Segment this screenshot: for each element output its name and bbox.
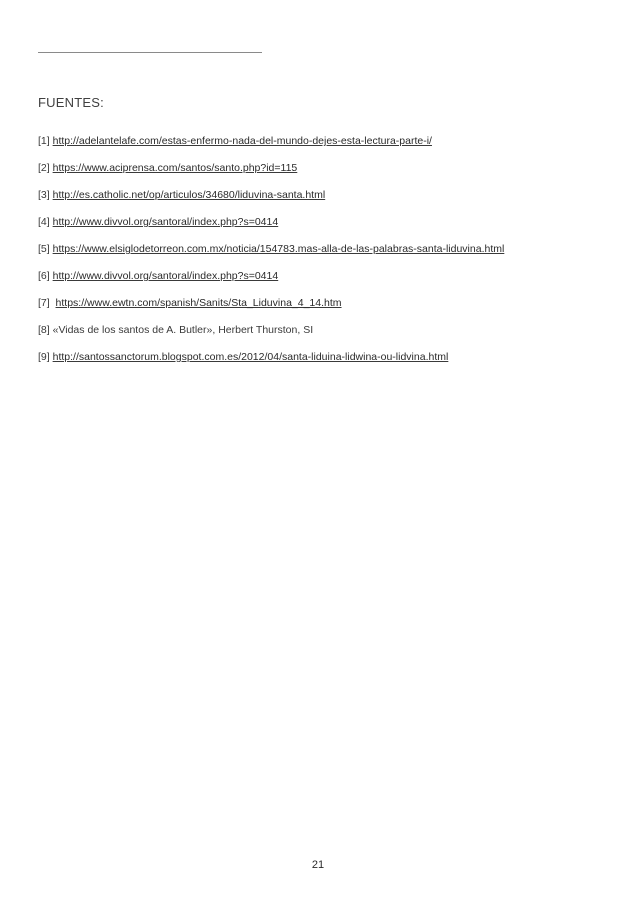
- reference-item: [38, 242, 504, 269]
- reference-number: [4]: [38, 216, 50, 228]
- reference-link[interactable]: https://www.elsiglodetorreon.com.mx/noticia/154783.mas-alla-de-las-palabras-santa-liduvina.html: [52, 243, 505, 255]
- reference-link[interactable]: http://es.catholic.net/op/articulos/34680/liduvina-santa.html: [52, 189, 326, 201]
- reference-link[interactable]: http://adelantelafe.com/estas-enfermo-nada-del-mundo-dejes-esta-lectura-parte-i/: [52, 135, 432, 147]
- reference-link[interactable]: http://www.divvol.org/santoral/index.php?s=0414: [52, 216, 279, 228]
- reference-item: [38, 188, 504, 215]
- reference-item: [38, 215, 504, 242]
- reference-number: [6]: [38, 270, 50, 282]
- reference-item: [38, 134, 504, 161]
- reference-number: [8]: [38, 324, 50, 336]
- reference-citation-text: «Vidas de los santos de A. Butler», Herbert Thurston, SI: [52, 324, 314, 336]
- references-list: [38, 134, 504, 377]
- reference-number: [9]: [38, 351, 50, 363]
- reference-item: [38, 350, 504, 377]
- reference-number: [1]: [38, 135, 50, 147]
- sources-heading: FUENTES:: [38, 95, 104, 110]
- reference-number: [5]: [38, 243, 50, 255]
- footnote-separator-line: [38, 52, 262, 53]
- reference-link[interactable]: http://santossanctorum.blogspot.com.es/2012/04/santa-liduina-lidwina-ou-lidvina.html: [52, 351, 449, 363]
- reference-item: [38, 161, 504, 188]
- reference-link[interactable]: https://www.ewtn.com/spanish/Sanits/Sta_Liduvina_4_14.htm: [55, 297, 342, 309]
- reference-number: [7]: [38, 297, 50, 309]
- reference-link[interactable]: http://www.divvol.org/santoral/index.php?s=0414: [52, 270, 279, 282]
- reference-number: [2]: [38, 162, 50, 174]
- reference-item: [38, 269, 504, 296]
- reference-item: [38, 296, 504, 323]
- page-number: 21: [311, 859, 325, 871]
- reference-item: [38, 323, 504, 350]
- reference-number: [3]: [38, 189, 50, 201]
- reference-link[interactable]: https://www.aciprensa.com/santos/santo.php?id=115: [52, 162, 298, 174]
